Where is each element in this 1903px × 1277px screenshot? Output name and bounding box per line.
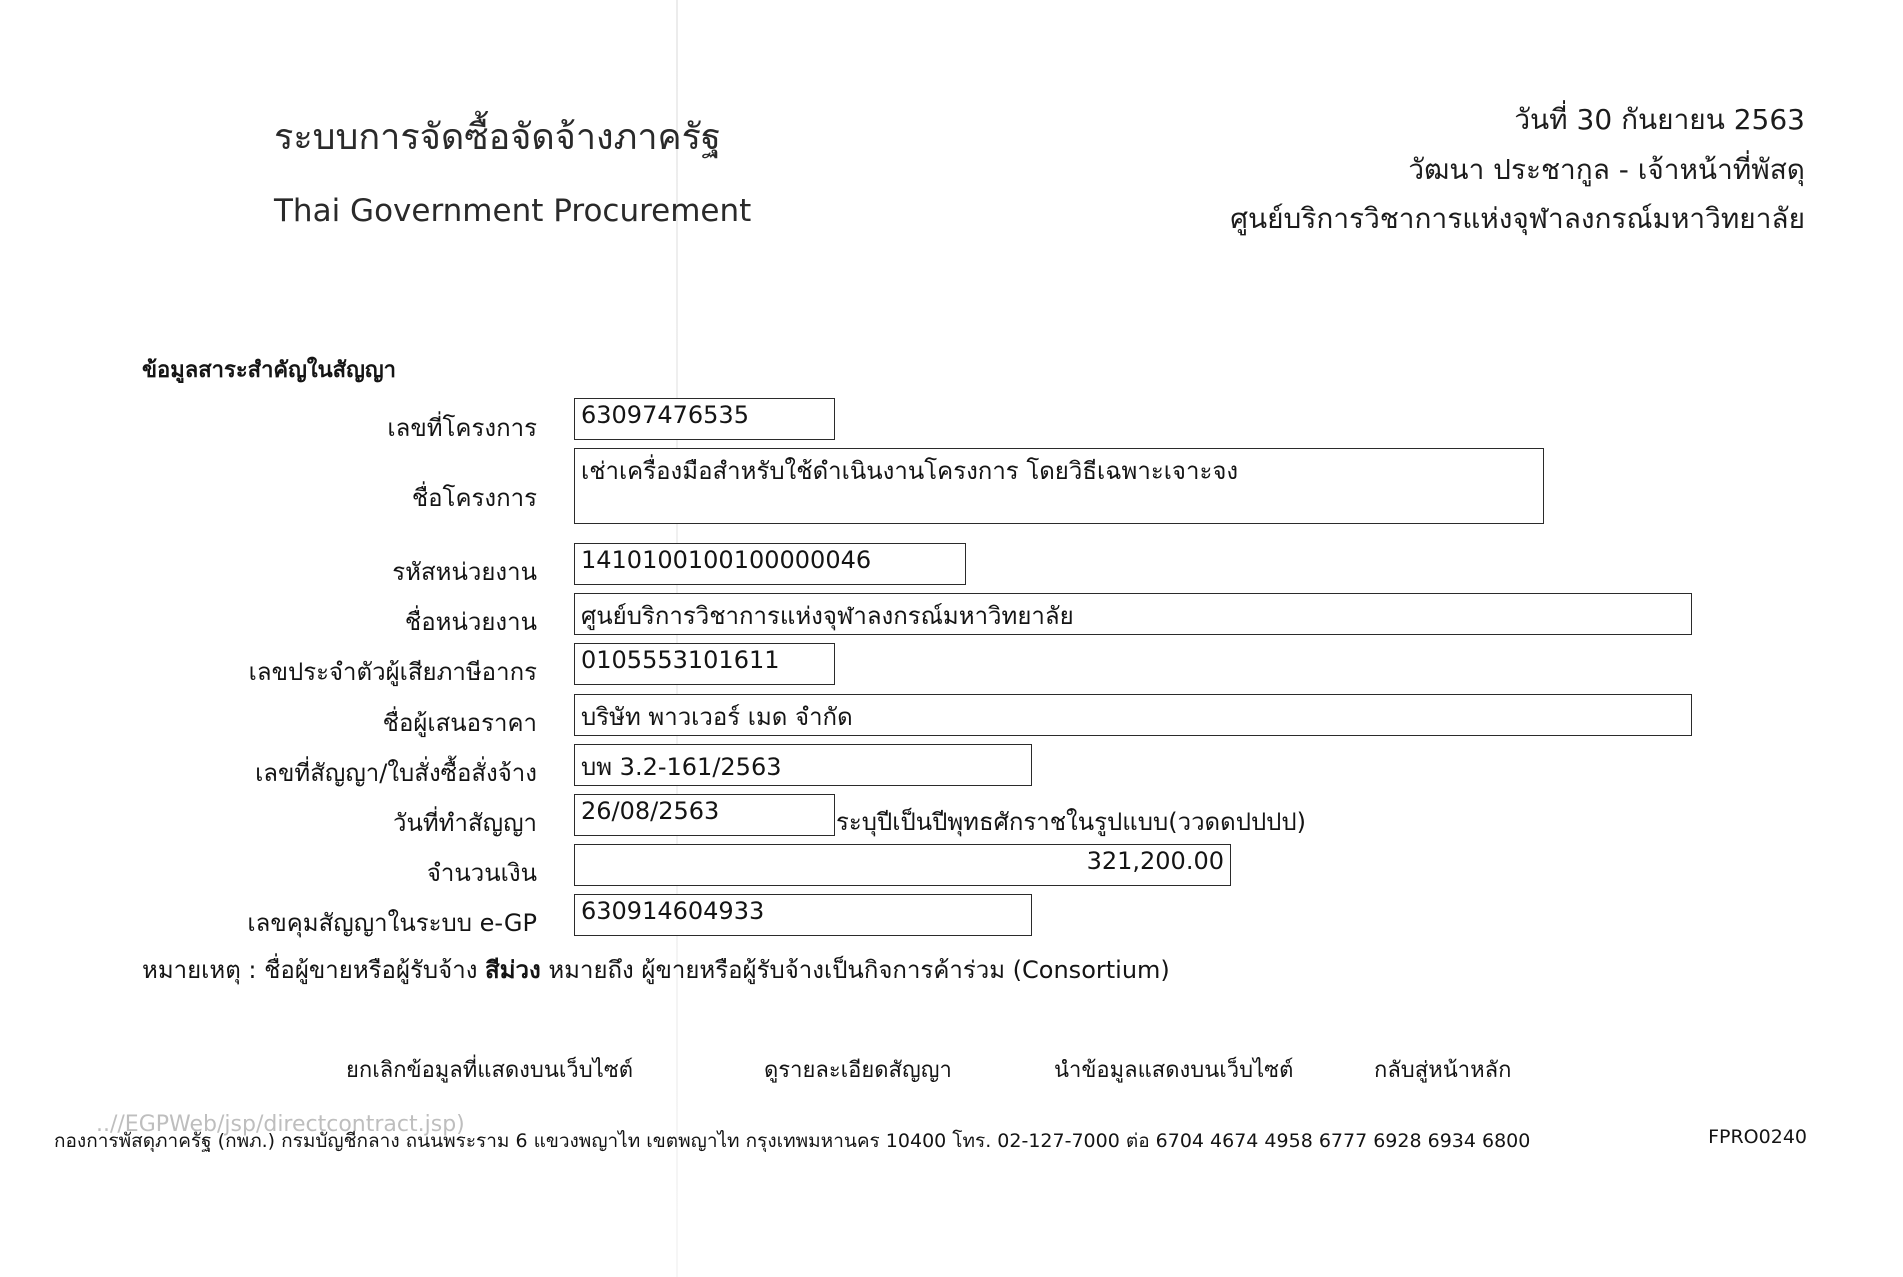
dept-name-field[interactable]: ศูนย์บริการวิชาการแห่งจุฬาลงกรณ์มหาวิทยาลัย: [574, 593, 1692, 635]
publish-website-link[interactable]: นำข้อมูลแสดงบนเว็บไซต์: [1054, 1058, 1294, 1083]
dept-name-label: ชื่อหน่วยงาน: [404, 608, 537, 636]
section-title: ข้อมูลสาระสำคัญในสัญญา: [142, 358, 396, 383]
project-no-field[interactable]: 63097476535: [574, 398, 835, 440]
view-contract-details-link[interactable]: ดูรายละเอียดสัญญา: [764, 1058, 952, 1083]
footer-address: กองการพัสดุภาครัฐ (กพภ.) กรมบัญชีกลาง ถนนพระราม 6 แขวงพญาไท เขตพญาไท กรุงเทพมหานคร 10400 โทร. 02-127-7000 ต่อ 6704 4674 4958 6777 6928 6934 6800: [54, 1130, 1531, 1152]
egp-no-field[interactable]: 630914604933: [574, 894, 1032, 936]
project-no-label: เลขที่โครงการ: [387, 414, 537, 442]
note-highlight: สีม่วง: [485, 956, 541, 984]
note-prefix: หมายเหตุ : ชื่อผู้ขายหรือผู้รับจ้าง: [142, 956, 486, 984]
note-suffix: หมายถึง ผู้ขายหรือผู้รับจ้างเป็นกิจการค้าร่วม (Consortium): [540, 956, 1170, 984]
contract-date-label: วันที่ทำสัญญา: [392, 809, 537, 837]
header-organization: ศูนย์บริการวิชาการแห่งจุฬาลงกรณ์มหาวิทยาลัย: [1230, 202, 1805, 235]
contract-date-hint: ระบุปีเป็นปีพุทธศักราชในรูปแบบ(ววดดปปปป): [836, 808, 1307, 836]
contract-no-label: เลขที่สัญญา/ใบสั่งซื้อสั่งจ้าง: [255, 759, 537, 787]
url-overlay: ..//EGPWeb/jsp/directcontract.jsp): [96, 1112, 465, 1137]
contract-date-field[interactable]: 26/08/2563: [574, 794, 835, 836]
dept-code-label: รหัสหน่วยงาน: [392, 558, 537, 586]
project-name-label: ชื่อโครงการ: [411, 484, 537, 512]
egp-no-label: เลขคุมสัญญาในระบบ e-GP: [247, 909, 537, 937]
bidder-label: ชื่อผู้เสนอราคา: [382, 709, 537, 737]
system-title-thai: ระบบการจัดซื้อจัดจ้างภาครัฐ: [274, 117, 721, 158]
contract-no-field[interactable]: บพ 3.2-161/2563: [574, 744, 1032, 786]
project-name-field[interactable]: เช่าเครื่องมือสำหรับใช้ดำเนินงานโครงการ โดยวิธีเฉพาะเจาะจง: [574, 448, 1544, 524]
header-user: วัฒนา ประชากูล - เจ้าหน้าที่พัสดุ: [1408, 153, 1805, 186]
bidder-field[interactable]: บริษัท พาวเวอร์ เมด จำกัด: [574, 694, 1692, 736]
amount-label: จำนวนเงิน: [426, 859, 537, 887]
header-date: วันที่ 30 กันยายน 2563: [1514, 103, 1805, 136]
dept-code-field[interactable]: 1410100100100000046: [574, 543, 966, 585]
system-title-english: Thai Government Procurement: [274, 193, 752, 229]
cancel-publish-link[interactable]: ยกเลิกข้อมูลที่แสดงบนเว็บไซต์: [346, 1058, 634, 1083]
note-text: [142, 950, 1170, 989]
page-fold-line: [676, 0, 678, 1277]
tax-id-field[interactable]: 0105553101611: [574, 643, 835, 685]
home-link[interactable]: กลับสู่หน้าหลัก: [1374, 1058, 1512, 1083]
tax-id-label: เลขประจำตัวผู้เสียภาษีอากร: [248, 658, 537, 686]
footer-page-code: FPRO0240: [1708, 1126, 1807, 1148]
amount-field[interactable]: 321,200.00: [574, 844, 1231, 886]
